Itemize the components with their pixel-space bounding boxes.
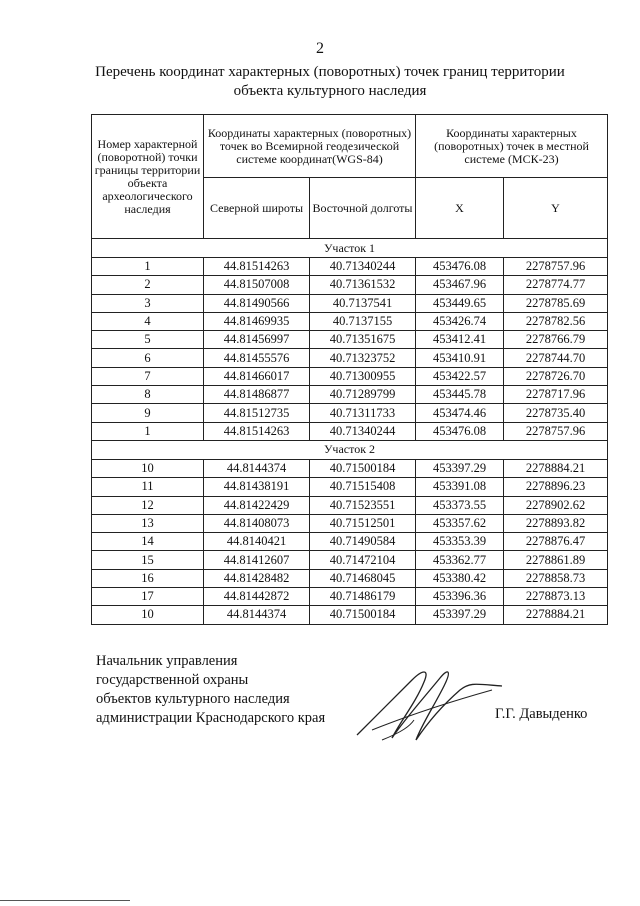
signer-name: Г.Г. Давыденко <box>495 706 588 722</box>
point-number-cell: 10 <box>92 606 204 624</box>
point-number-cell: 12 <box>92 496 204 514</box>
x-cell: 453357.62 <box>416 514 504 532</box>
point-number-cell: 1 <box>92 258 204 276</box>
y-cell: 2278858.73 <box>504 569 608 587</box>
longitude-cell: 40.71361532 <box>310 276 416 294</box>
table-row <box>92 404 608 422</box>
y-cell: 2278744.70 <box>504 349 608 367</box>
point-number-cell: 7 <box>92 367 204 385</box>
table-row <box>92 367 608 385</box>
latitude-cell: 44.8140421 <box>204 533 310 551</box>
longitude-cell: 40.71500184 <box>310 606 416 624</box>
x-cell: 453476.08 <box>416 422 504 440</box>
longitude-cell: 40.71311733 <box>310 404 416 422</box>
x-cell: 453449.65 <box>416 294 504 312</box>
y-cell: 2278757.96 <box>504 258 608 276</box>
table-row <box>92 386 608 404</box>
table-row <box>92 533 608 551</box>
latitude-cell: 44.81428482 <box>204 569 310 587</box>
y-cell: 2278774.77 <box>504 276 608 294</box>
signature-block <box>96 652 325 728</box>
point-number-cell: 3 <box>92 294 204 312</box>
table-row <box>92 258 608 276</box>
table-row <box>92 569 608 587</box>
table-row <box>92 294 608 312</box>
longitude-cell: 40.7137541 <box>310 294 416 312</box>
y-cell: 2278893.82 <box>504 514 608 532</box>
table-row <box>92 514 608 532</box>
point-number-cell: 17 <box>92 588 204 606</box>
table-row <box>92 606 608 624</box>
x-cell: 453412.41 <box>416 331 504 349</box>
table-row <box>92 496 608 514</box>
latitude-cell: 44.81507008 <box>204 276 310 294</box>
table-row <box>92 459 608 477</box>
point-number-cell: 5 <box>92 331 204 349</box>
table-row <box>92 478 608 496</box>
latitude-cell: 44.81455576 <box>204 349 310 367</box>
y-cell: 2278766.79 <box>504 331 608 349</box>
latitude-cell: 44.81408073 <box>204 514 310 532</box>
signature-icon <box>352 660 512 750</box>
header-longitude: Восточной долготы <box>310 178 416 239</box>
point-number-cell: 13 <box>92 514 204 532</box>
coordinates-table <box>91 114 608 625</box>
x-cell: 453467.96 <box>416 276 504 294</box>
longitude-cell: 40.71512501 <box>310 514 416 532</box>
latitude-cell: 44.81456997 <box>204 331 310 349</box>
longitude-cell: 40.71523551 <box>310 496 416 514</box>
point-number-cell: 11 <box>92 478 204 496</box>
section-row <box>92 239 608 258</box>
y-cell: 2278782.56 <box>504 312 608 330</box>
latitude-cell: 44.81412607 <box>204 551 310 569</box>
point-number-cell: 10 <box>92 459 204 477</box>
y-cell: 2278785.69 <box>504 294 608 312</box>
y-cell: 2278873.13 <box>504 588 608 606</box>
x-cell: 453410.91 <box>416 349 504 367</box>
table-row <box>92 331 608 349</box>
signer-position-line-4: администрации Краснодарского края <box>96 710 326 726</box>
x-cell: 453396.36 <box>416 588 504 606</box>
x-cell: 453474.46 <box>416 404 504 422</box>
latitude-cell: 44.81422429 <box>204 496 310 514</box>
point-number-cell: 6 <box>92 349 204 367</box>
x-cell: 453380.42 <box>416 569 504 587</box>
signer-position-line-1: Начальник управления <box>96 653 238 669</box>
document-title <box>60 63 600 101</box>
y-cell: 2278757.96 <box>504 422 608 440</box>
y-cell: 2278896.23 <box>504 478 608 496</box>
x-cell: 453422.57 <box>416 367 504 385</box>
point-number-cell: 14 <box>92 533 204 551</box>
latitude-cell: 44.81469935 <box>204 312 310 330</box>
y-cell: 2278884.21 <box>504 459 608 477</box>
longitude-cell: 40.71300955 <box>310 367 416 385</box>
longitude-cell: 40.71490584 <box>310 533 416 551</box>
table-row <box>92 349 608 367</box>
header-point-number: Номер характерной (поворотной) точки границы территории объекта археологического наследия <box>92 115 204 239</box>
table-row <box>92 588 608 606</box>
longitude-cell: 40.71289799 <box>310 386 416 404</box>
latitude-cell: 44.81514263 <box>204 258 310 276</box>
x-cell: 453353.39 <box>416 533 504 551</box>
x-cell: 453397.29 <box>416 459 504 477</box>
y-cell: 2278902.62 <box>504 496 608 514</box>
latitude-cell: 44.81514263 <box>204 422 310 440</box>
latitude-cell: 44.81466017 <box>204 367 310 385</box>
latitude-cell: 44.8144374 <box>204 606 310 624</box>
x-cell: 453362.77 <box>416 551 504 569</box>
title-line-1: Перечень координат характерных (поворотных) точек границ территории <box>95 64 565 80</box>
header-latitude: Северной широты <box>204 178 310 239</box>
latitude-cell: 44.81486877 <box>204 386 310 404</box>
longitude-cell: 40.71486179 <box>310 588 416 606</box>
longitude-cell: 40.71500184 <box>310 459 416 477</box>
longitude-cell: 40.71340244 <box>310 422 416 440</box>
point-number-cell: 15 <box>92 551 204 569</box>
latitude-cell: 44.81512735 <box>204 404 310 422</box>
y-cell: 2278884.21 <box>504 606 608 624</box>
table-row <box>92 276 608 294</box>
latitude-cell: 44.81442872 <box>204 588 310 606</box>
longitude-cell: 40.7137155 <box>310 312 416 330</box>
header-wgs84: Координаты характерных (поворотных) точек во Всемирной геодезической системе координат(WGS-84) <box>204 115 416 178</box>
point-number-cell: 1 <box>92 422 204 440</box>
y-cell: 2278876.47 <box>504 533 608 551</box>
signer-position-line-2: государственной охраны <box>96 672 249 688</box>
y-cell: 2278717.96 <box>504 386 608 404</box>
coordinates-body <box>92 239 608 625</box>
latitude-cell: 44.81490566 <box>204 294 310 312</box>
point-number-cell: 9 <box>92 404 204 422</box>
longitude-cell: 40.71351675 <box>310 331 416 349</box>
section-label: Участок 2 <box>92 440 608 459</box>
table-row <box>92 422 608 440</box>
longitude-cell: 40.71515408 <box>310 478 416 496</box>
longitude-cell: 40.71468045 <box>310 569 416 587</box>
section-row <box>92 440 608 459</box>
longitude-cell: 40.71340244 <box>310 258 416 276</box>
longitude-cell: 40.71323752 <box>310 349 416 367</box>
point-number-cell: 2 <box>92 276 204 294</box>
page-number: 2 <box>316 40 324 57</box>
header-y: Y <box>504 178 608 239</box>
header-x: X <box>416 178 504 239</box>
y-cell: 2278735.40 <box>504 404 608 422</box>
x-cell: 453373.55 <box>416 496 504 514</box>
longitude-cell: 40.71472104 <box>310 551 416 569</box>
latitude-cell: 44.81438191 <box>204 478 310 496</box>
table-row <box>92 312 608 330</box>
point-number-cell: 8 <box>92 386 204 404</box>
x-cell: 453476.08 <box>416 258 504 276</box>
section-label: Участок 1 <box>92 239 608 258</box>
point-number-cell: 16 <box>92 569 204 587</box>
bottom-rule <box>0 900 130 901</box>
x-cell: 453426.74 <box>416 312 504 330</box>
point-number-cell: 4 <box>92 312 204 330</box>
table-row <box>92 551 608 569</box>
x-cell: 453397.29 <box>416 606 504 624</box>
title-line-2: объекта культурного наследия <box>233 83 427 99</box>
header-msk23: Координаты характерных (поворотных) точек в местной системе (МСК-23) <box>416 115 608 178</box>
x-cell: 453391.08 <box>416 478 504 496</box>
x-cell: 453445.78 <box>416 386 504 404</box>
y-cell: 2278861.89 <box>504 551 608 569</box>
y-cell: 2278726.70 <box>504 367 608 385</box>
latitude-cell: 44.8144374 <box>204 459 310 477</box>
signer-position-line-3: объектов культурного наследия <box>96 691 290 707</box>
